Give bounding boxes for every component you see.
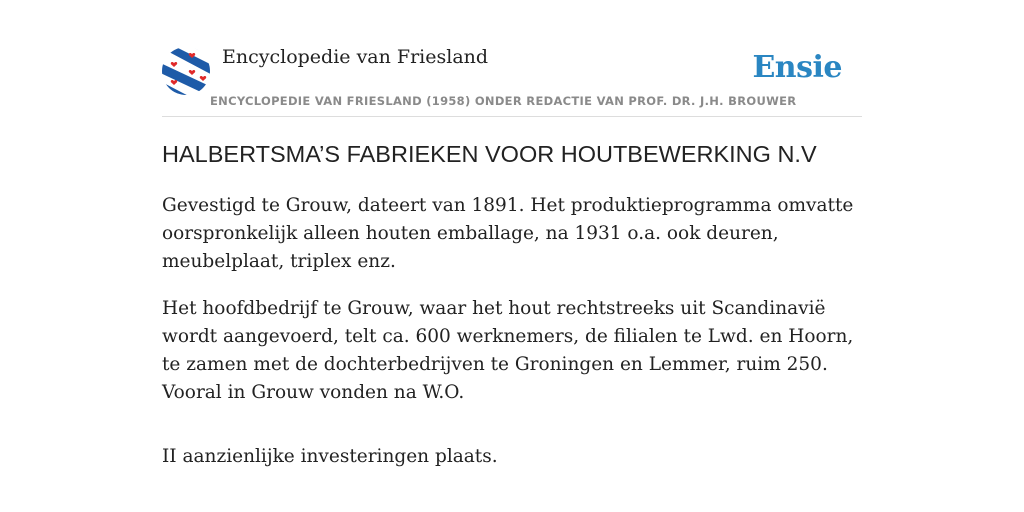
brand-logo[interactable]: Ensie — [752, 50, 842, 85]
article-paragraph: II aanzienlijke investeringen plaats. — [162, 446, 498, 467]
site-title[interactable]: Encyclopedie van Friesland — [222, 46, 489, 68]
article-paragraph: Gevestigd te Grouw, dateert van 1891. Het produktieprogramma omvatte oorspronkelijk alleen houten emballage, na 1931 o.a. ook deuren, meubelplaat, triplex enz. — [162, 195, 854, 272]
article-body — [162, 192, 862, 490]
header-subtitle: ENCYCLOPEDIE VAN FRIESLAND (1958) ONDER REDACTIE VAN PROF. DR. J.H. BROUWER — [210, 94, 797, 108]
header — [162, 44, 862, 117]
frisian-flag-icon[interactable] — [162, 47, 210, 95]
article-paragraph: Het hoofdbedrijf te Grouw, waar het hout rechtstreeks uit Scandinavië wordt aangevoerd, telt ca. 600 werknemers, de filialen te Lwd. en Hoorn, te zamen met de dochterbedrijven te Groningen en Lemmer, ruim 250. Vooral in Grouw vonden na W.O. — [162, 298, 854, 403]
article-title: HALBERTSMA’S FABRIEKEN VOOR HOUTBEWERKING N.V — [162, 141, 817, 167]
